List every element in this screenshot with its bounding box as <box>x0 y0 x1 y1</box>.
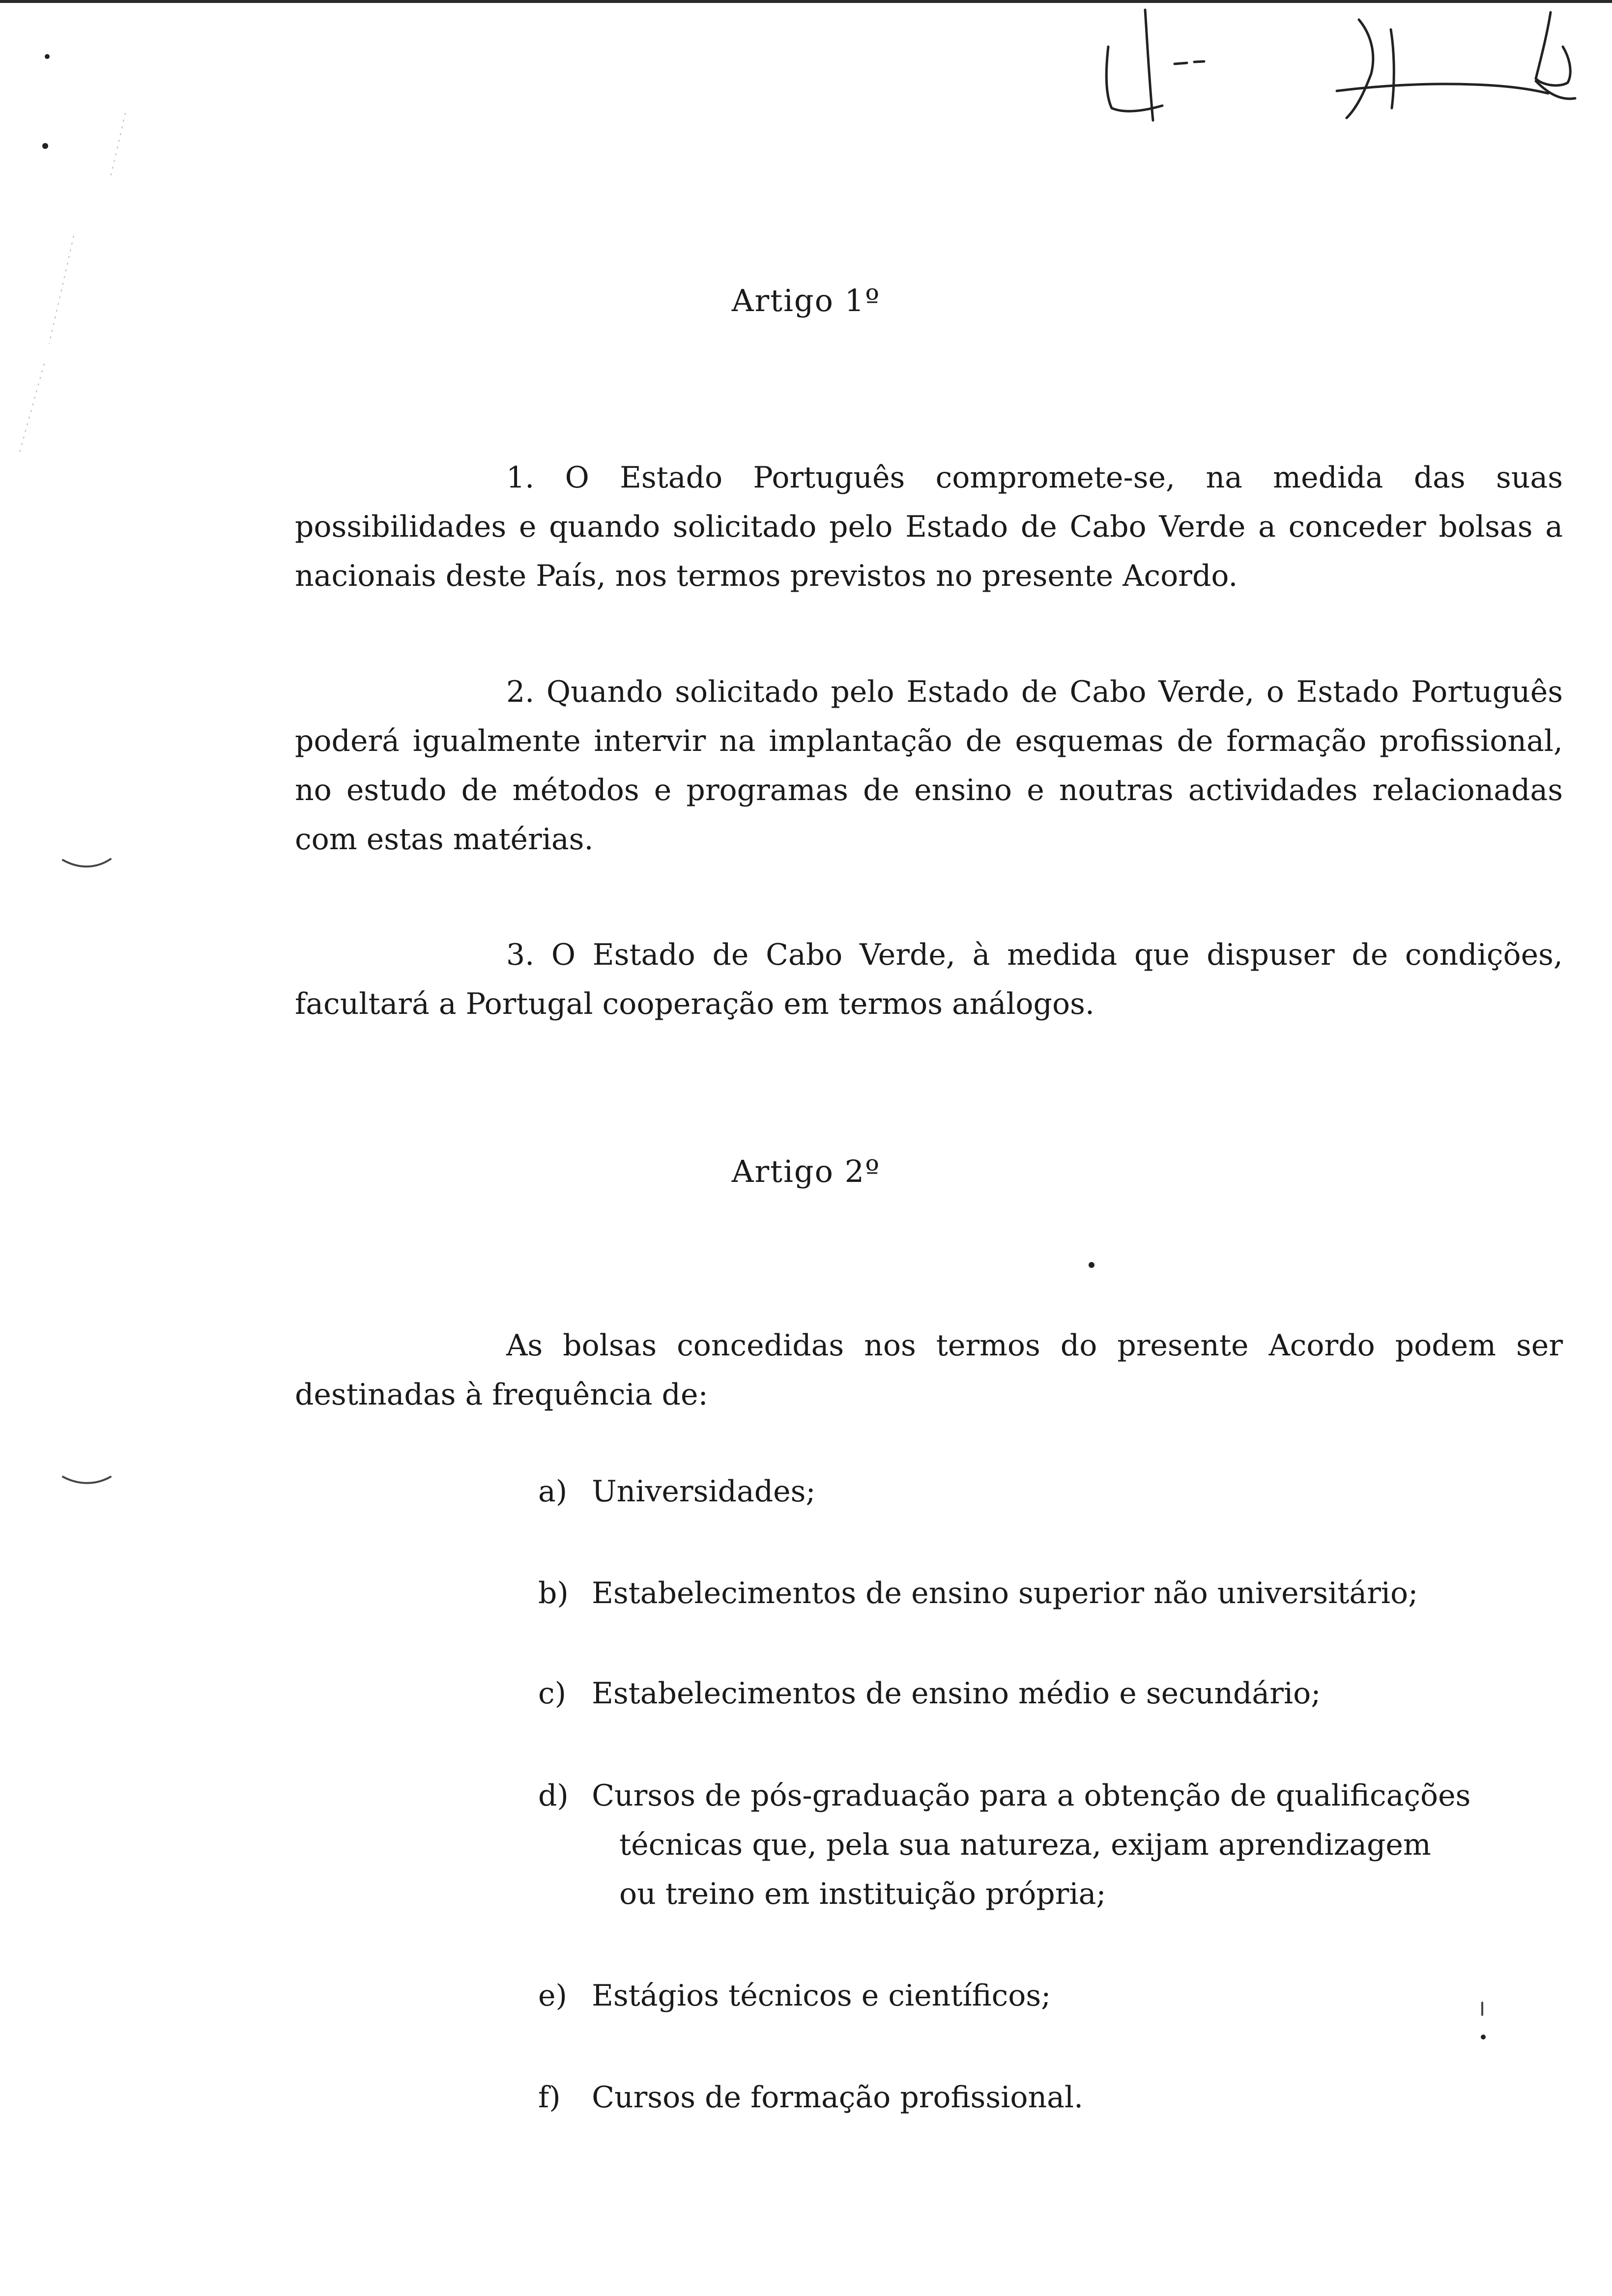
list-item-f <box>538 2073 1546 2122</box>
top-border-line <box>0 0 1612 3</box>
list-item-continuation: ou treino em instituição própria; <box>619 1877 1106 1911</box>
list-item-text: Universidades; <box>592 1474 816 1509</box>
list-item-text: Estabelecimentos de ensino superior não universitário; <box>592 1576 1418 1610</box>
list-item-text: Cursos de pós-graduação para a obtenção de qualificações <box>592 1779 1471 1813</box>
list-item-d <box>538 1771 1546 1919</box>
article-1-heading: Artigo 1º <box>731 283 881 318</box>
article-1-paragraph-2: 2. Quando solicitado pelo Estado de Cabo Verde, o Estado Português poderá igualmente intervir na implantação de esquemas de formação profissional, no estudo de métodos e programas de ensino e noutras actividades relacionadas com estas matérias. <box>295 675 1563 857</box>
list-item-label: e) <box>538 1979 567 2013</box>
list-item-text: Estabelecimentos de ensino médio e secundário; <box>592 1676 1321 1711</box>
list-item-label: f) <box>538 2080 561 2115</box>
list-item-b <box>538 1569 1546 1618</box>
list-item-text: Cursos de formação profissional. <box>592 2080 1084 2115</box>
article-2-intro: As bolsas concedidas nos termos do presente Acordo podem ser destinadas à frequência de: <box>295 1328 1563 1412</box>
list-item-label: b) <box>538 1576 569 1610</box>
list-item-c <box>538 1669 1546 1718</box>
article-1-paragraph-3: 3. O Estado de Cabo Verde, à medida que dispuser de condições, facultará a Portugal cooperação em termos análogos. <box>295 938 1563 1021</box>
list-item-a <box>538 1467 1546 1516</box>
list-item-label: a) <box>538 1474 568 1509</box>
article-1-paragraph-1: 1. O Estado Português compromete-se, na medida das suas possibilidades e quando solicitado pelo Estado de Cabo Verde a conceder bolsas a nacionais deste País, nos termos previstos no presente Acordo. <box>295 460 1563 593</box>
list-item-text: Estágios técnicos e científicos; <box>592 1979 1051 2013</box>
list-item-continuation: técnicas que, pela sua natureza, exijam aprendizagem <box>619 1828 1431 1862</box>
article-2-heading: Artigo 2º <box>731 1153 881 1189</box>
list-item-label: d) <box>538 1779 569 1813</box>
list-item-e <box>538 1971 1546 2020</box>
list-item-label: c) <box>538 1676 567 1711</box>
